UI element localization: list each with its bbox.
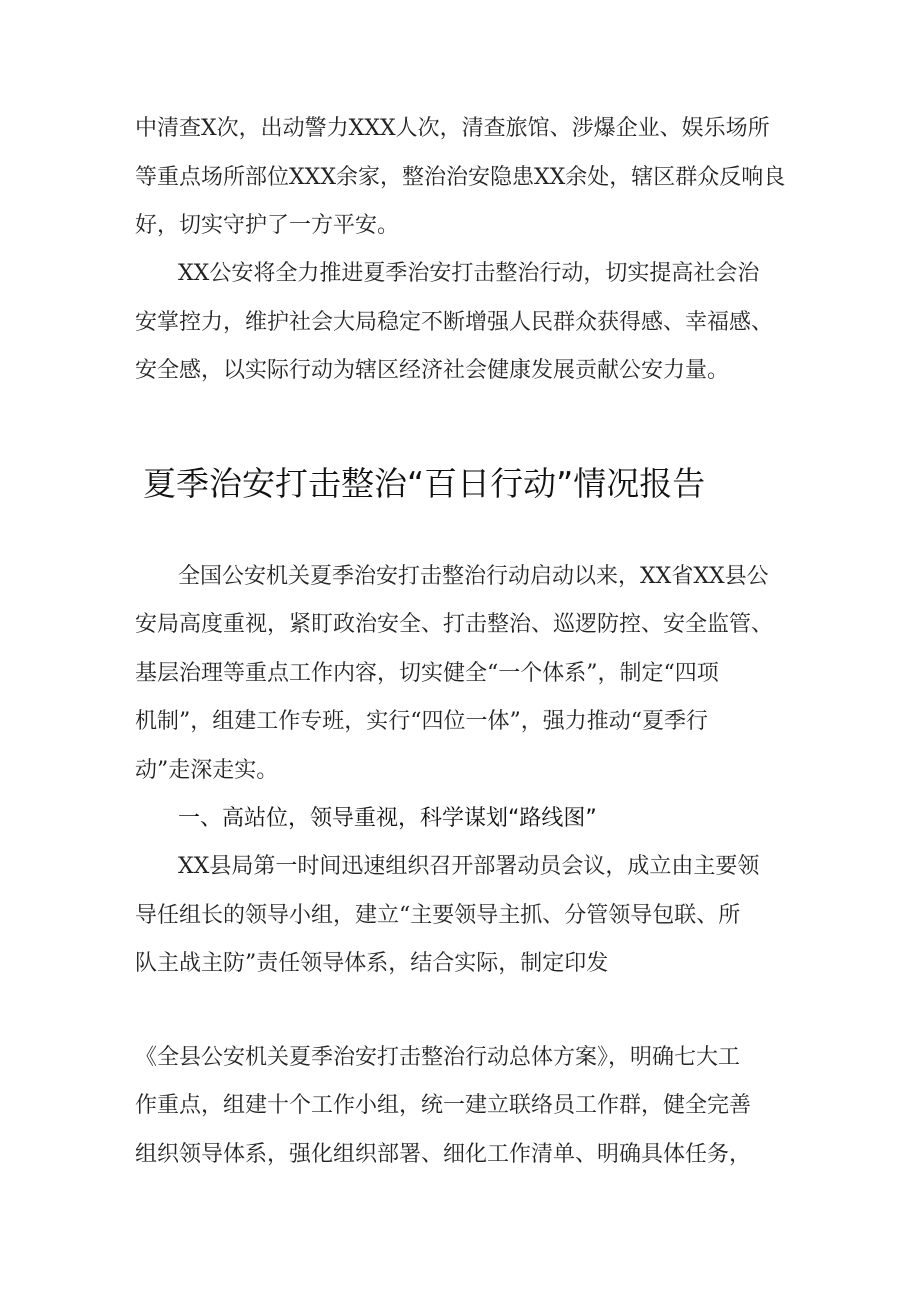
paragraph-line: 机制”，组建工作专班，实行“四位一体”，强力推动“夏季行 xyxy=(135,709,708,734)
paragraph-line: 队主战主防”责任领导体系，结合实际，制定印发 xyxy=(135,951,609,976)
paragraph-line: 《全县公安机关夏季治安打击整治行动总体方案》，明确七大工 xyxy=(135,1045,741,1070)
paragraph-line: 基层治理等重点工作内容，切实健全“一个体系”，制定“四项 xyxy=(135,661,719,686)
paragraph-line: 安掌控力，维护社会大局稳定不断增强人民群众获得感、幸福感、 xyxy=(135,310,774,335)
section-heading: 一、高站位，领导重视，科学谋划“路线图” xyxy=(178,806,597,831)
paragraph-line: 好，切实守护了一方平安。 xyxy=(135,213,400,238)
paragraph-line: 导任组长的领导小组，建立“主要领导主抓、分管领导包联、所 xyxy=(135,903,741,928)
paragraph-line: 组织领导体系，强化组织部署、细化工作清单、明确具体任务， xyxy=(135,1142,752,1167)
paragraph-line: 等重点场所部位XXX余家，整治治安隐患XX余处，辖区群众反响良 xyxy=(135,165,786,190)
paragraph-line: 动”走深走实。 xyxy=(135,758,279,783)
paragraph-line: 全国公安机关夏季治安打击整治行动启动以来，XX省XX县公 xyxy=(178,564,769,589)
paragraph-line: 作重点，组建十个工作小组，统一建立联络员工作群，健全完善 xyxy=(135,1093,752,1118)
paragraph-line: 安局高度重视，紧盯政治安全、打击整治、巡逻防控、安全监管、 xyxy=(135,612,774,637)
paragraph-line: 中清查X次，出动警力XXX人次，清查旅馆、涉爆企业、娱乐场所 xyxy=(135,116,770,141)
report-title: 夏季治安打击整治“百日行动”情况报告 xyxy=(143,464,706,503)
paragraph-line: 安全感，以实际行动为辖区经济社会健康发展贡献公安力量。 xyxy=(135,358,730,383)
paragraph-line: XX县局第一时间迅速组织召开部署动员会议，成立由主要领 xyxy=(178,854,760,879)
paragraph-line: XX公安将全力推进夏季治安打击整治行动，切实提高社会治 xyxy=(178,261,760,286)
